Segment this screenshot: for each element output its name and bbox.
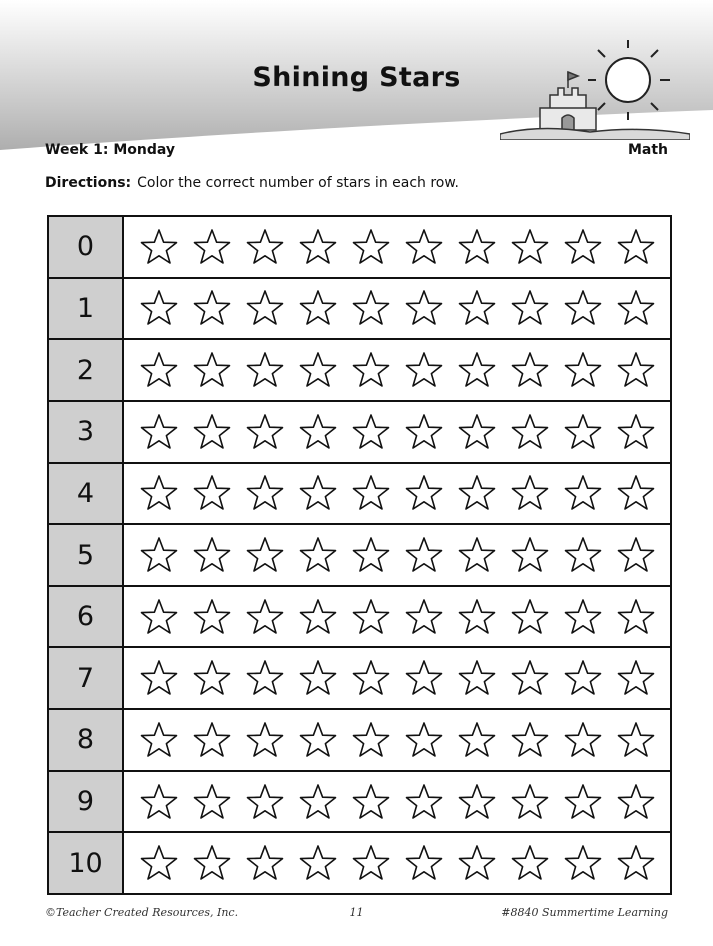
star-outline-icon[interactable] [139, 350, 179, 390]
star-outline-icon[interactable] [139, 288, 179, 328]
star-outline-icon[interactable] [298, 473, 338, 513]
star-outline-icon[interactable] [192, 227, 232, 267]
star-outline-icon[interactable] [139, 843, 179, 883]
worksheet-row [49, 772, 670, 834]
star-outline-icon[interactable] [404, 288, 444, 328]
star-outline-icon[interactable] [404, 782, 444, 822]
star-outline-icon[interactable] [404, 843, 444, 883]
star-outline-icon[interactable] [245, 288, 285, 328]
row-number: 10 [49, 833, 124, 893]
star-outline-icon[interactable] [139, 782, 179, 822]
star-outline-icon[interactable] [563, 473, 603, 513]
star-outline-icon[interactable] [616, 597, 656, 637]
row-number: 1 [49, 279, 124, 339]
star-outline-icon[interactable] [245, 473, 285, 513]
star-outline-icon[interactable] [351, 658, 391, 698]
star-outline-icon[interactable] [139, 535, 179, 575]
row-number: 3 [49, 402, 124, 462]
star-outline-icon[interactable] [298, 535, 338, 575]
worksheet-row [49, 833, 670, 893]
star-outline-icon[interactable] [192, 658, 232, 698]
star-outline-icon[interactable] [510, 597, 550, 637]
subject-label: Math [627, 142, 668, 158]
star-outline-icon[interactable] [139, 412, 179, 452]
star-outline-icon[interactable] [510, 412, 550, 452]
star-outline-icon[interactable] [298, 597, 338, 637]
star-outline-icon[interactable] [298, 288, 338, 328]
star-outline-icon[interactable] [563, 288, 603, 328]
star-outline-icon[interactable] [457, 535, 497, 575]
row-number: 9 [49, 772, 124, 832]
star-outline-icon[interactable] [457, 288, 497, 328]
row-number: 2 [49, 340, 124, 400]
row-number: 4 [49, 464, 124, 524]
star-outline-icon[interactable] [298, 412, 338, 452]
star-outline-icon[interactable] [510, 227, 550, 267]
star-outline-icon[interactable] [245, 597, 285, 637]
star-outline-icon[interactable] [404, 597, 444, 637]
star-outline-icon[interactable] [298, 350, 338, 390]
star-outline-icon[interactable] [563, 843, 603, 883]
star-row [124, 217, 670, 277]
star-outline-icon[interactable] [192, 350, 232, 390]
star-outline-icon[interactable] [139, 720, 179, 760]
row-number: 8 [49, 710, 124, 770]
footer-page-number: 11 [349, 906, 364, 919]
star-row [124, 587, 670, 647]
row-number: 0 [49, 217, 124, 277]
star-outline-icon[interactable] [192, 720, 232, 760]
star-outline-icon[interactable] [457, 843, 497, 883]
row-number: 6 [49, 587, 124, 647]
worksheet-row [49, 648, 670, 710]
star-outline-icon[interactable] [563, 227, 603, 267]
directions-label: Directions: [45, 175, 132, 191]
directions [45, 175, 459, 191]
star-outline-icon[interactable] [139, 597, 179, 637]
star-outline-icon[interactable] [616, 658, 656, 698]
star-outline-icon[interactable] [510, 350, 550, 390]
worksheet-row [49, 402, 670, 464]
footer-copyright: ©Teacher Created Resources, Inc. [45, 906, 239, 919]
star-outline-icon[interactable] [351, 227, 391, 267]
star-outline-icon[interactable] [192, 288, 232, 328]
star-outline-icon[interactable] [510, 658, 550, 698]
star-outline-icon[interactable] [245, 720, 285, 760]
page-title: Shining Stars [252, 62, 461, 93]
worksheet-row [49, 279, 670, 341]
star-outline-icon[interactable] [139, 473, 179, 513]
week-day-label: Week 1: Monday [45, 142, 176, 158]
star-row [124, 710, 670, 770]
star-outline-icon[interactable] [563, 720, 603, 760]
star-outline-icon[interactable] [457, 350, 497, 390]
star-outline-icon[interactable] [616, 720, 656, 760]
star-outline-icon[interactable] [510, 288, 550, 328]
directions-text: Color the correct number of stars in each row. [137, 175, 459, 191]
star-outline-icon[interactable] [404, 227, 444, 267]
star-outline-icon[interactable] [563, 535, 603, 575]
star-outline-icon[interactable] [351, 412, 391, 452]
star-outline-icon[interactable] [245, 350, 285, 390]
star-outline-icon[interactable] [510, 843, 550, 883]
star-outline-icon[interactable] [563, 350, 603, 390]
star-outline-icon[interactable] [245, 412, 285, 452]
star-outline-icon[interactable] [457, 412, 497, 452]
worksheet-row [49, 340, 670, 402]
star-outline-icon[interactable] [616, 288, 656, 328]
star-outline-icon[interactable] [404, 350, 444, 390]
star-outline-icon[interactable] [139, 658, 179, 698]
star-outline-icon[interactable] [457, 782, 497, 822]
star-outline-icon[interactable] [298, 843, 338, 883]
star-outline-icon[interactable] [192, 412, 232, 452]
star-outline-icon[interactable] [351, 597, 391, 637]
star-counting-grid [47, 215, 672, 895]
row-number: 5 [49, 525, 124, 585]
star-outline-icon[interactable] [245, 843, 285, 883]
star-outline-icon[interactable] [351, 720, 391, 760]
footer-book-title: #8840 Summertime Learning [501, 906, 668, 919]
star-outline-icon[interactable] [510, 535, 550, 575]
star-outline-icon[interactable] [457, 658, 497, 698]
row-number: 7 [49, 648, 124, 708]
worksheet-row [49, 525, 670, 587]
star-outline-icon[interactable] [351, 782, 391, 822]
star-outline-icon[interactable] [616, 843, 656, 883]
star-outline-icon[interactable] [351, 843, 391, 883]
star-outline-icon[interactable] [616, 350, 656, 390]
star-outline-icon[interactable] [457, 597, 497, 637]
star-outline-icon[interactable] [245, 535, 285, 575]
worksheet-row [49, 464, 670, 526]
star-row [124, 833, 670, 893]
star-row [124, 279, 670, 339]
worksheet-row [49, 710, 670, 772]
star-outline-icon[interactable] [404, 535, 444, 575]
star-outline-icon[interactable] [510, 720, 550, 760]
star-outline-icon[interactable] [298, 227, 338, 267]
star-outline-icon[interactable] [192, 597, 232, 637]
star-outline-icon[interactable] [351, 288, 391, 328]
star-row [124, 772, 670, 832]
star-outline-icon[interactable] [563, 658, 603, 698]
star-outline-icon[interactable] [616, 782, 656, 822]
star-outline-icon[interactable] [245, 782, 285, 822]
star-outline-icon[interactable] [192, 473, 232, 513]
star-outline-icon[interactable] [457, 720, 497, 760]
star-outline-icon[interactable] [192, 535, 232, 575]
star-outline-icon[interactable] [563, 412, 603, 452]
star-outline-icon[interactable] [404, 658, 444, 698]
star-outline-icon[interactable] [563, 597, 603, 637]
star-outline-icon[interactable] [351, 350, 391, 390]
star-outline-icon[interactable] [457, 227, 497, 267]
star-row [124, 525, 670, 585]
worksheet-row [49, 217, 670, 279]
star-outline-icon[interactable] [192, 782, 232, 822]
star-outline-icon[interactable] [351, 473, 391, 513]
star-outline-icon[interactable] [616, 473, 656, 513]
star-outline-icon[interactable] [298, 720, 338, 760]
star-row [124, 402, 670, 462]
star-row [124, 464, 670, 524]
star-outline-icon[interactable] [510, 473, 550, 513]
star-outline-icon[interactable] [510, 782, 550, 822]
star-outline-icon[interactable] [616, 535, 656, 575]
star-outline-icon[interactable] [298, 658, 338, 698]
star-outline-icon[interactable] [351, 535, 391, 575]
star-row [124, 648, 670, 708]
star-outline-icon[interactable] [457, 473, 497, 513]
star-outline-icon[interactable] [616, 227, 656, 267]
star-outline-icon[interactable] [298, 782, 338, 822]
star-outline-icon[interactable] [245, 227, 285, 267]
star-outline-icon[interactable] [192, 843, 232, 883]
star-row [124, 340, 670, 400]
star-outline-icon[interactable] [404, 473, 444, 513]
star-outline-icon[interactable] [245, 658, 285, 698]
star-outline-icon[interactable] [404, 720, 444, 760]
star-outline-icon[interactable] [616, 412, 656, 452]
star-outline-icon[interactable] [404, 412, 444, 452]
star-outline-icon[interactable] [139, 227, 179, 267]
star-outline-icon[interactable] [563, 782, 603, 822]
worksheet-row [49, 587, 670, 649]
